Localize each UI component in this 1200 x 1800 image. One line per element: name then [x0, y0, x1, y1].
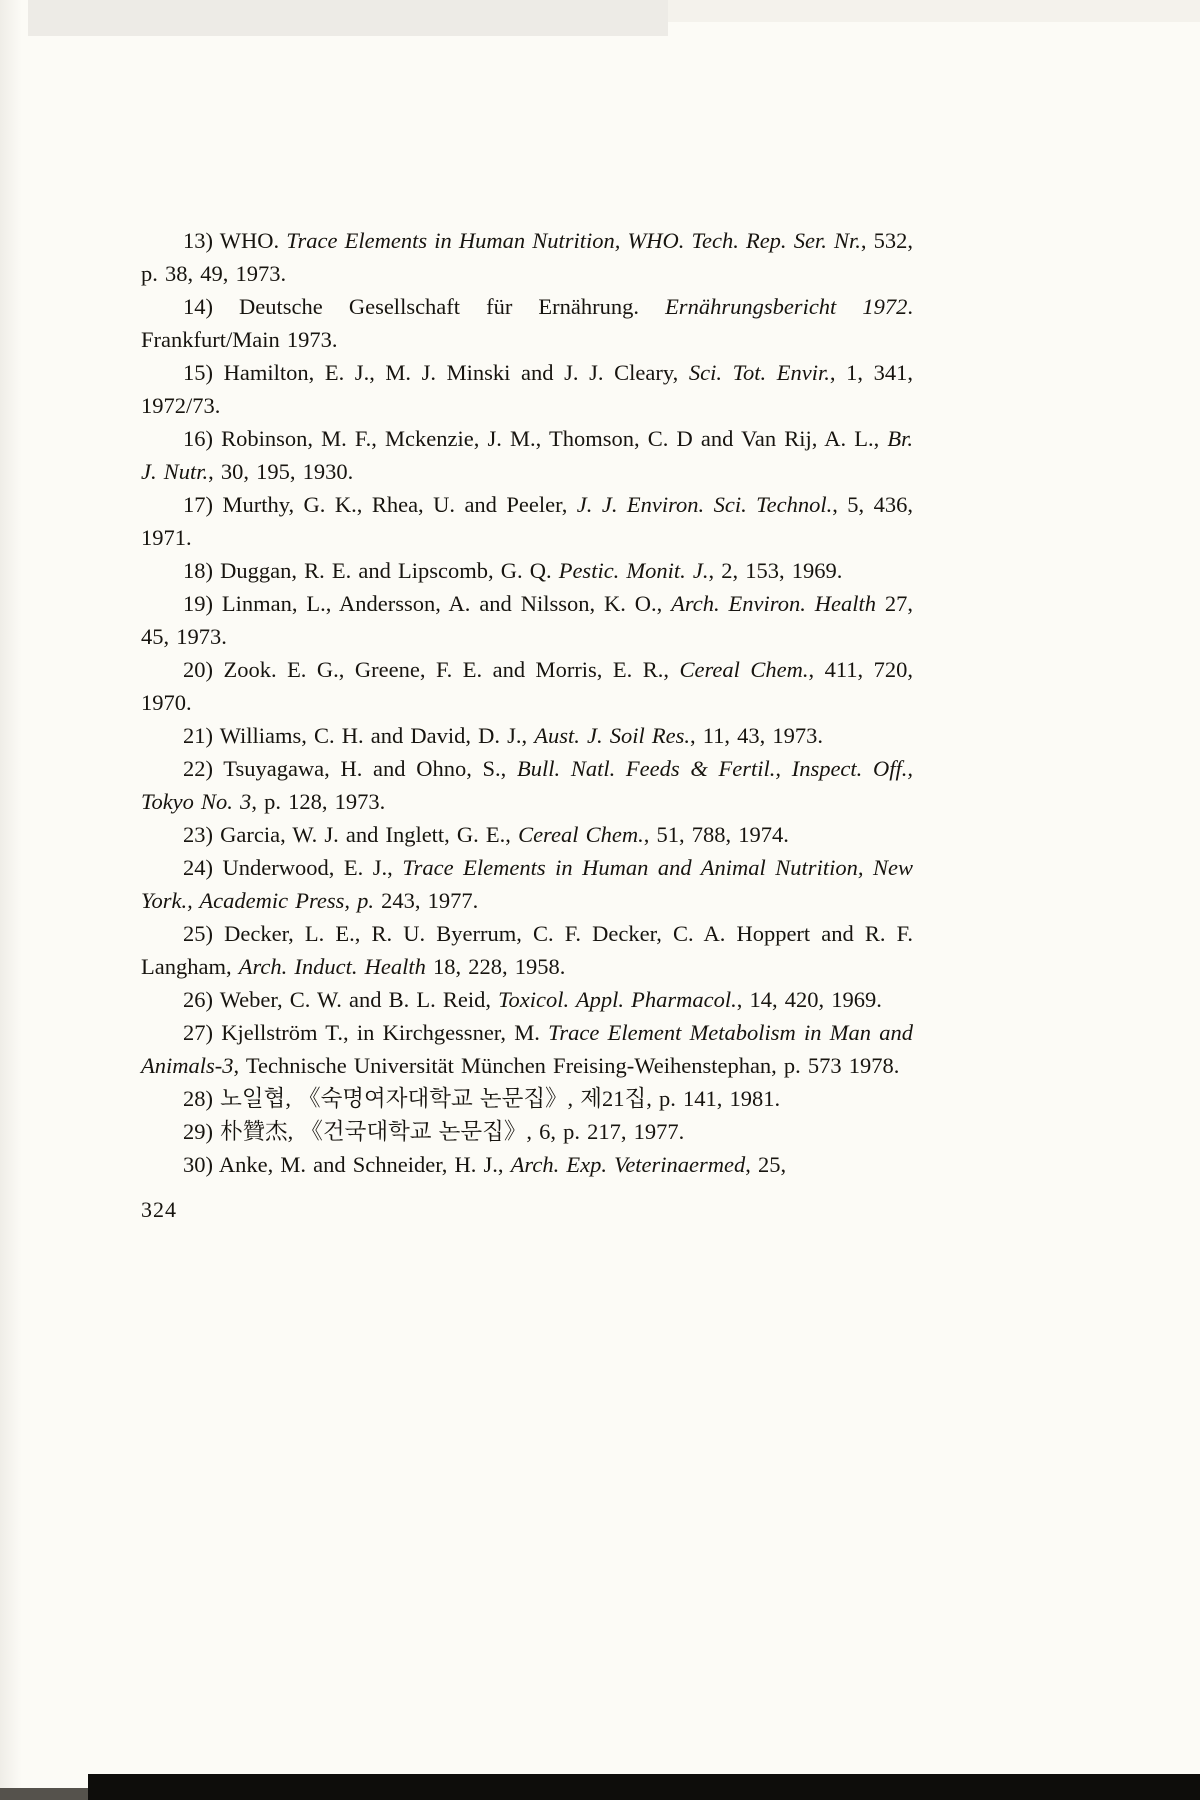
- page-number: 324: [141, 1197, 177, 1222]
- reference-item: [141, 224, 913, 290]
- reference-text: 18) Duggan, R. E. and Lipscomb, G. Q.: [183, 558, 559, 583]
- reference-italic-text: Br. J. Nutr.: [141, 426, 913, 484]
- reference-item: [141, 917, 913, 983]
- reference-italic-text: Cereal Chem.: [518, 822, 644, 847]
- scan-edge-shadow-left: [0, 0, 22, 1800]
- reference-italic-text: Arch. Environ. Health: [671, 591, 876, 616]
- reference-text: 13) WHO.: [183, 228, 287, 253]
- reference-italic-text: Aust. J. Soil Res.: [534, 723, 691, 748]
- reference-item: [141, 554, 913, 587]
- reference-italic-text: Ernährungsbericht 1972: [665, 294, 908, 319]
- scan-artifact-bottom: [88, 1774, 1200, 1800]
- reference-text: 27) Kjellström T., in Kirchgessner, M.: [183, 1020, 549, 1045]
- reference-item: [141, 653, 913, 719]
- reference-text: 16) Robinson, M. F., Mckenzie, J. M., Thomson, C. D and Van Rij, A. L.,: [183, 426, 888, 451]
- scan-artifact-bottom-left: [0, 1788, 88, 1800]
- references-section: [141, 224, 913, 1223]
- reference-text: 24) Underwood, E. J.,: [183, 855, 403, 880]
- reference-text: , 532, p. 38, 49, 1973.: [141, 228, 913, 286]
- reference-text: 19) Linman, L., Andersson, A. and Nilsson, K. O.,: [183, 591, 672, 616]
- reference-text: 15) Hamilton, E. J., M. J. Minski and J. J. Cleary,: [183, 360, 689, 385]
- reference-text: 26) Weber, C. W. and B. L. Reid,: [183, 987, 499, 1012]
- reference-italic-text: Sci. Tot. Envir.: [688, 360, 830, 385]
- reference-text: 22) Tsuyagawa, H. and Ohno, S.,: [183, 756, 518, 781]
- reference-text: , 14, 420, 1969.: [736, 987, 882, 1012]
- reference-italic-text: Trace Elements in Human Nutrition, WHO. Tech. Rep. Ser. Nr.: [286, 228, 861, 253]
- reference-item: [141, 752, 913, 818]
- reference-italic-text: Toxicol. Appl. Pharmacol.: [498, 987, 737, 1012]
- reference-text: , 1, 341, 1972/73.: [141, 360, 914, 418]
- reference-text: 20) Zook. E. G., Greene, F. E. and Morris, E. R.,: [183, 657, 680, 682]
- reference-italic-text: Pestic. Monit. J.: [558, 558, 709, 583]
- reference-text: , 25,: [745, 1152, 787, 1177]
- reference-italic-text: Bull. Natl. Feeds & Fertil., Inspect. Off., Tokyo No. 3: [141, 756, 913, 814]
- reference-text: , 411, 720, 1970.: [141, 657, 913, 715]
- reference-italic-text: J. J. Environ. Sci. Technol.: [576, 492, 833, 517]
- reference-text: . Frankfurt/Main 1973.: [141, 294, 913, 352]
- scan-artifact-top: [28, 0, 668, 36]
- reference-text: , 11, 43, 1973.: [690, 723, 824, 748]
- reference-item: [141, 1148, 913, 1181]
- reference-italic-text: Arch. Exp. Veterinaermed: [510, 1152, 746, 1177]
- reference-text: 14) Deutsche Gesellschaft für Ernährung.: [183, 294, 666, 319]
- reference-item: [141, 422, 913, 488]
- reference-text: 18, 228, 1958.: [425, 954, 566, 979]
- reference-item: [141, 818, 913, 851]
- reference-item: [141, 719, 913, 752]
- reference-item: [141, 290, 913, 356]
- reference-item: [141, 1016, 913, 1082]
- reference-item: [141, 488, 913, 554]
- reference-text: , 51, 788, 1974.: [643, 822, 789, 847]
- reference-text: , 2, 153, 1969.: [708, 558, 843, 583]
- reference-item: [141, 356, 913, 422]
- reference-item: [141, 587, 913, 653]
- reference-text: , Technische Universität München Freising-Weihenstephan, p. 573 1978.: [233, 1053, 900, 1078]
- reference-item: [141, 1115, 913, 1148]
- reference-text: 21) Williams, C. H. and David, D. J.,: [183, 723, 535, 748]
- reference-text: 30) Anke, M. and Schneider, H. J.,: [183, 1152, 511, 1177]
- reference-text: 27, 45, 1973.: [141, 591, 914, 649]
- reference-text: , p. 128, 1973.: [251, 789, 386, 814]
- reference-item: [141, 1082, 913, 1115]
- reference-italic-text: Trace Element Metabolism in Man and Animals-3: [141, 1020, 913, 1078]
- reference-text: 243, 1977.: [374, 888, 479, 913]
- reference-text: 28) 노일협, 《숙명여자대학교 논문집》, 제21집, p. 141, 1981.: [183, 1086, 781, 1111]
- reference-text: 23) Garcia, W. J. and Inglett, G. E.,: [183, 822, 519, 847]
- reference-italic-text: Trace Elements in Human and Animal Nutrition, New York., Academic Press, p.: [141, 855, 913, 913]
- reference-text: 17) Murthy, G. K., Rhea, U. and Peeler,: [183, 492, 577, 517]
- reference-italic-text: Arch. Induct. Health: [238, 954, 426, 979]
- reference-italic-text: Cereal Chem.: [679, 657, 809, 682]
- reference-item: [141, 983, 913, 1016]
- reference-text: , 5, 436, 1971.: [141, 492, 914, 550]
- reference-text: , 30, 195, 1930.: [208, 459, 354, 484]
- scan-artifact-top-right: [668, 0, 1200, 22]
- reference-text: 25) Decker, L. E., R. U. Byerrum, C. F. Decker, C. A. Hoppert and R. F. Langham,: [141, 921, 913, 979]
- references-list: [141, 224, 913, 1181]
- reference-item: [141, 851, 913, 917]
- reference-text: 29) 朴贊杰, 《건국대학교 논문집》, 6, p. 217, 1977.: [183, 1119, 685, 1144]
